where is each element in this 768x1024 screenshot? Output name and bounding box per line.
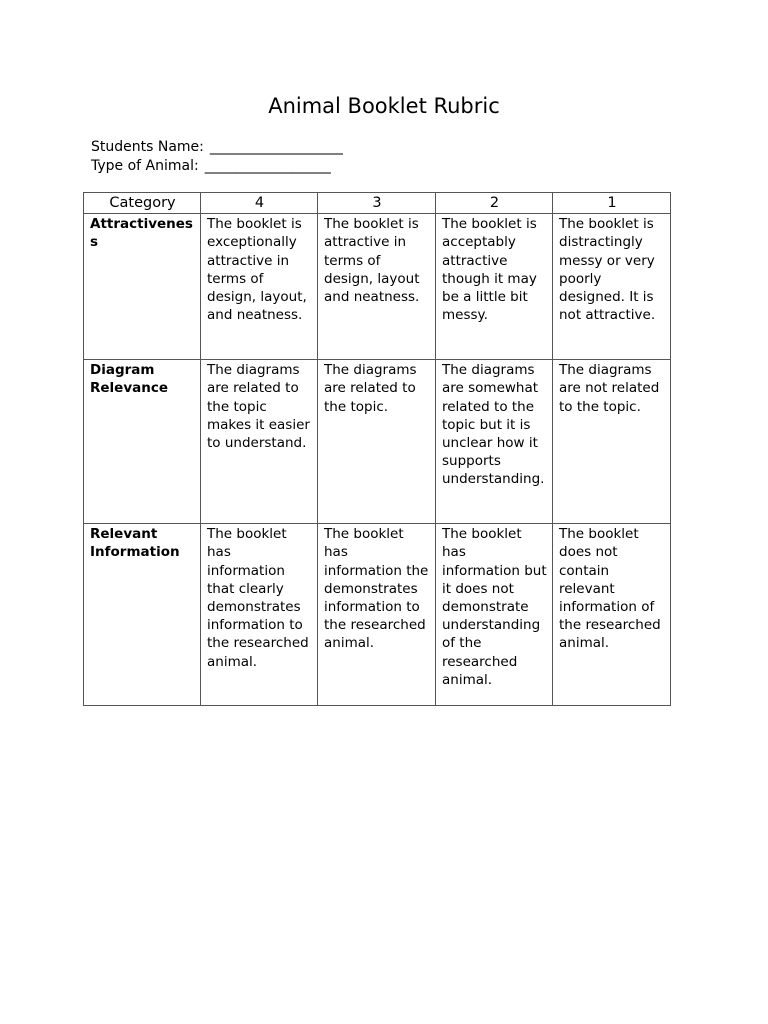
criteria-cell: The diagrams are somewhat related to the topic but it is unclear how it supports understanding. [436, 360, 553, 524]
header-score-2: 2 [436, 193, 553, 214]
criteria-cell: The booklet does not contain relevant information of the researched animal. [553, 524, 671, 706]
rubric-table [83, 192, 671, 706]
criteria-cell: The booklet is acceptably attractive though it may be a little bit messy. [436, 214, 553, 360]
animal-type-field [91, 157, 331, 175]
student-name-label: Students Name: [91, 139, 204, 155]
criteria-cell: The booklet is distractingly messy or very poorly designed. It is not attractive. [553, 214, 671, 360]
criteria-cell: The booklet is exceptionally attractive in terms of design, layout, and neatness. [201, 214, 318, 360]
table-row [84, 214, 671, 360]
category-cell: Relevant Information [84, 524, 201, 706]
header-score-3: 3 [318, 193, 436, 214]
category-cell: Diagram Relevance [84, 360, 201, 524]
criteria-cell: The booklet has information the demonstrates information to the researched animal. [318, 524, 436, 706]
criteria-cell: The diagrams are related to the topic makes it easier to understand. [201, 360, 318, 524]
table-row [84, 524, 671, 706]
criteria-cell: The diagrams are not related to the topic. [553, 360, 671, 524]
student-name-field [91, 138, 343, 156]
header-category: Category [84, 193, 201, 214]
header-score-1: 1 [553, 193, 671, 214]
header-row [84, 193, 671, 214]
page-title: Animal Booklet Rubric [268, 94, 500, 118]
animal-type-blank: __________________ [204, 158, 331, 174]
table-row [84, 360, 671, 524]
animal-type-label: Type of Animal: [91, 158, 199, 174]
criteria-cell: The diagrams are related to the topic. [318, 360, 436, 524]
criteria-cell: The booklet is attractive in terms of design, layout and neatness. [318, 214, 436, 360]
category-cell: Attractiveness [84, 214, 201, 360]
header-score-4: 4 [201, 193, 318, 214]
student-name-blank: ___________________ [209, 139, 343, 155]
criteria-cell: The booklet has information but it does not demonstrate understanding of the researched animal. [436, 524, 553, 706]
criteria-cell: The booklet has information that clearly demonstrates information to the researched animal. [201, 524, 318, 706]
